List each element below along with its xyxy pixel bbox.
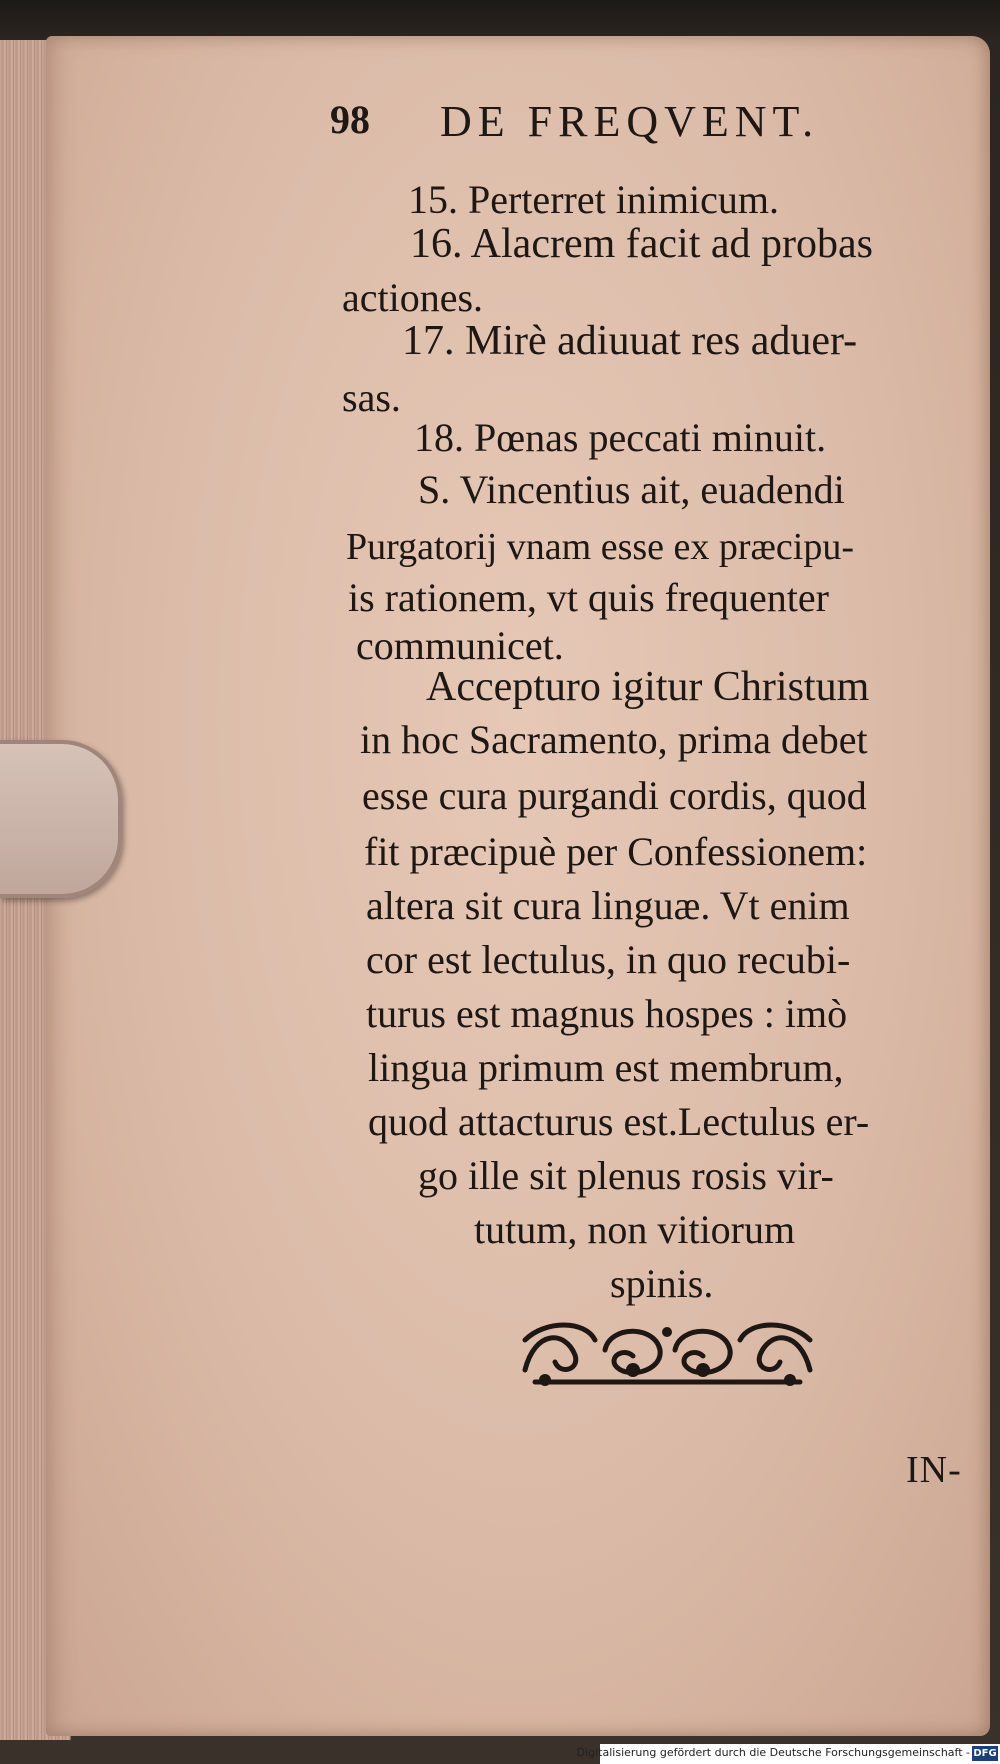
text-line: tutum, non vitiorum xyxy=(474,1207,796,1252)
text-line: turus est magnus hospes : imò xyxy=(366,991,848,1036)
text-line: lingua primum est membrum, xyxy=(368,1045,844,1090)
text-line: S. Vincentius ait, euadendi xyxy=(418,467,845,512)
text-line: in hoc Sacramento, prima debet xyxy=(360,717,868,762)
text-line: cor est lectulus, in quo recubi- xyxy=(366,937,851,982)
text-line: Purgatorij vnam esse ex præcipu- xyxy=(346,526,854,568)
text-line: Accepturo igitur Christum xyxy=(426,664,870,710)
text-line: go ille sit plenus rosis vir- xyxy=(418,1153,834,1198)
text-line: actiones. xyxy=(342,275,484,320)
running-title: DE FREQVENT. xyxy=(440,97,820,146)
running-head xyxy=(330,96,890,156)
funding-credit: Digitalisierung gefördert durch die Deutsche Forschungsgemeinschaft - xyxy=(576,1746,970,1759)
page-number: 98 xyxy=(330,97,370,142)
digitization-footer xyxy=(576,1744,1000,1764)
dfg-logo-icon: DFG xyxy=(973,1748,997,1759)
text-line: fit præcipuè per Confessionem: xyxy=(364,829,868,874)
text-line: is rationem, vt quis frequenter xyxy=(348,575,829,620)
text-line: altera sit cura linguæ. Vt enim xyxy=(366,883,850,928)
text-line: 17. Mirè adiuuat res aduer- xyxy=(402,318,858,364)
printer-ornament-icon xyxy=(515,1310,820,1390)
book-clasp xyxy=(0,740,122,898)
text-line: esse cura purgandi cordis, quod xyxy=(362,773,867,818)
text-line: 16. Alacrem facit ad probas xyxy=(410,221,873,267)
catchword: IN- xyxy=(906,1449,962,1491)
text-line: communicet. xyxy=(356,623,564,668)
text-line: 15. Perterret inimicum. xyxy=(408,177,780,222)
text-line: 18. Pœnas peccati minuit. xyxy=(414,415,827,460)
text-line: quod attacturus est.Lectulus er- xyxy=(368,1099,870,1144)
text-line: spinis. xyxy=(610,1261,714,1306)
text-line: sas. xyxy=(342,375,401,420)
